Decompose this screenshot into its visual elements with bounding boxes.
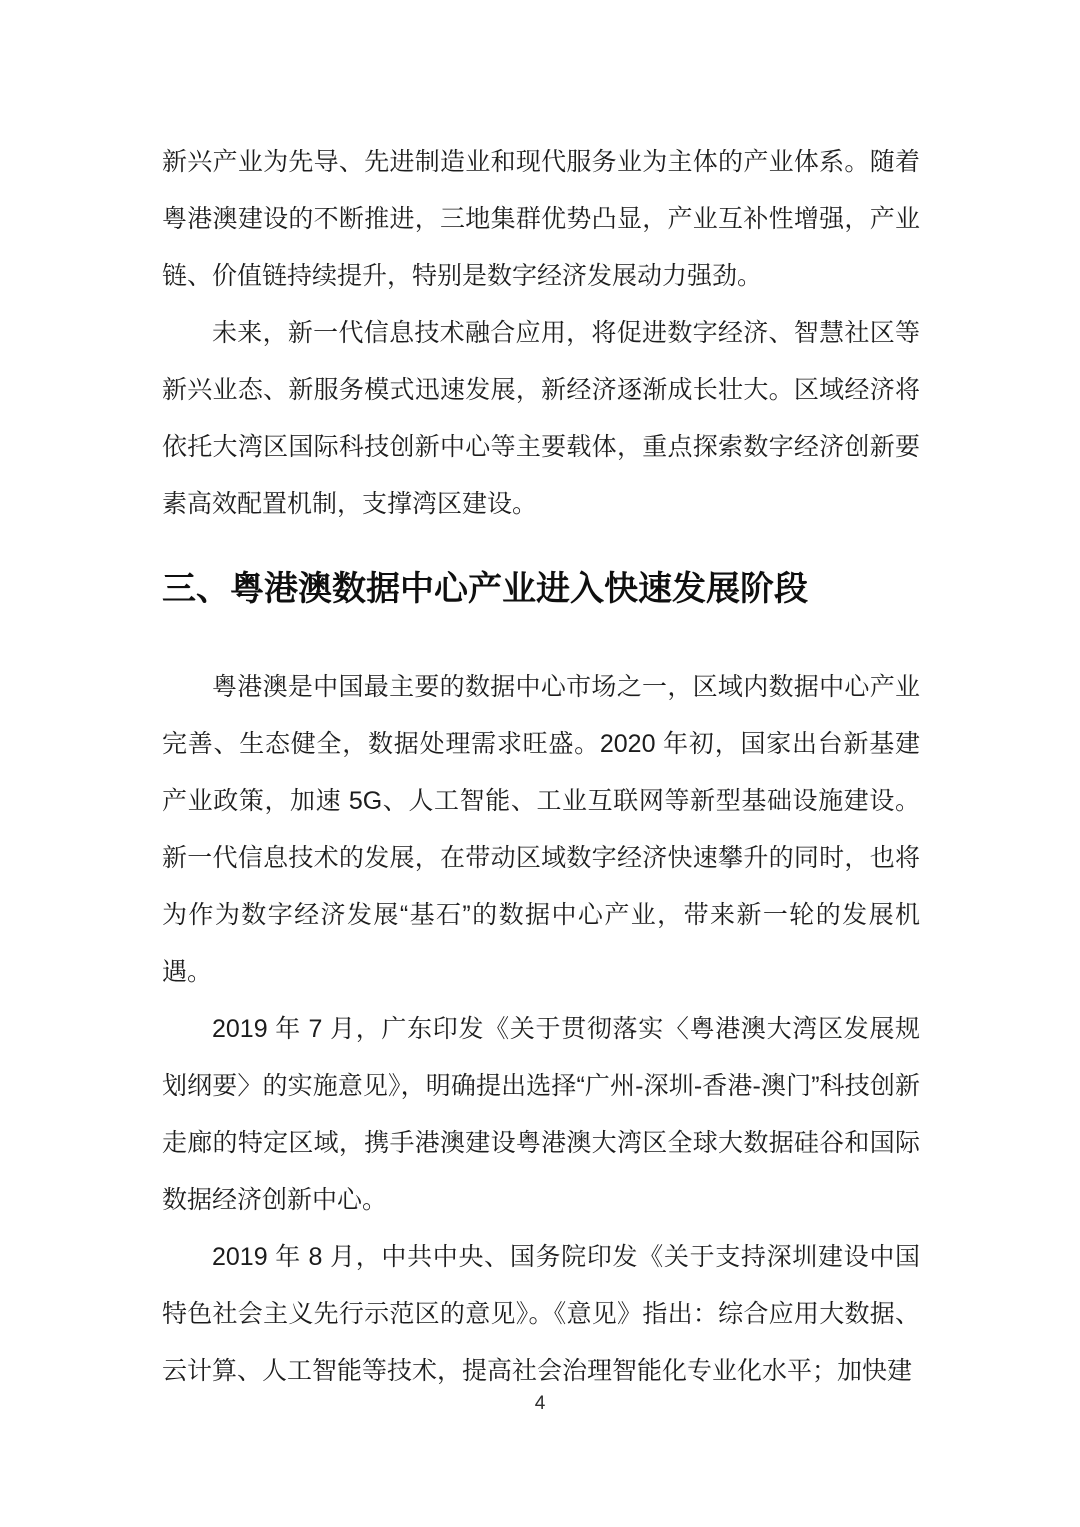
paragraph-future-outlook: 未来，新一代信息技术融合应用，将促进数字经济、智慧社区等新兴业态、新服务模式迅速发展，新经济逐渐成长壮大。区域经济将依托大湾区国际科技创新中心等主要载体，重点探索数字经济创新要素高效配置机制，支撑湾区建设。: [162, 319, 920, 518]
page-footer: [0, 1392, 1080, 1416]
paragraph-industry-system: 新兴产业为先导、先进制造业和现代服务业为主体的产业体系。随着粤港澳建设的不断推进，三地集群优势凸显，产业互补性增强，产业链、价值链持续提升，特别是数字经济发展动力强劲。: [162, 148, 920, 290]
paragraph-2019-august-policy: 2019 年 8 月，中共中央、国务院印发《关于支持深圳建设中国特色社会主义先行示范区的意见》。《意见》指出：综合应用大数据、云计算、人工智能等技术，提高社会治理智能化专业化水平；加快建: [162, 1243, 920, 1385]
paragraph-2019-july-policy: 2019 年 7 月，广东印发《关于贯彻落实〈粤港澳大湾区发展规划纲要〉的实施意见》，明确提出选择“广州-深圳-香港-澳门”科技创新走廊的特定区域，携手港澳建设粤港澳大湾区全球大数据硅谷和国际数据经济创新中心。: [162, 1015, 920, 1214]
page-number: 4: [534, 1393, 546, 1414]
document-body: [162, 134, 920, 1400]
paragraph-market-overview: 粤港澳是中国最主要的数据中心市场之一，区域内数据中心产业完善、生态健全，数据处理需求旺盛。2020 年初，国家出台新基建产业政策，加速 5G、人工智能、工业互联网等新型基础设施建设。新一代信息技术的发展，在带动区域数字经济快速攀升的同时，也将为作为数字经济发展“基石”的数据中心产业，带来新一轮的发展机遇。: [162, 673, 920, 986]
section-heading-data-center-industry: 三、粤港澳数据中心产业进入快速发展阶段: [162, 570, 808, 608]
